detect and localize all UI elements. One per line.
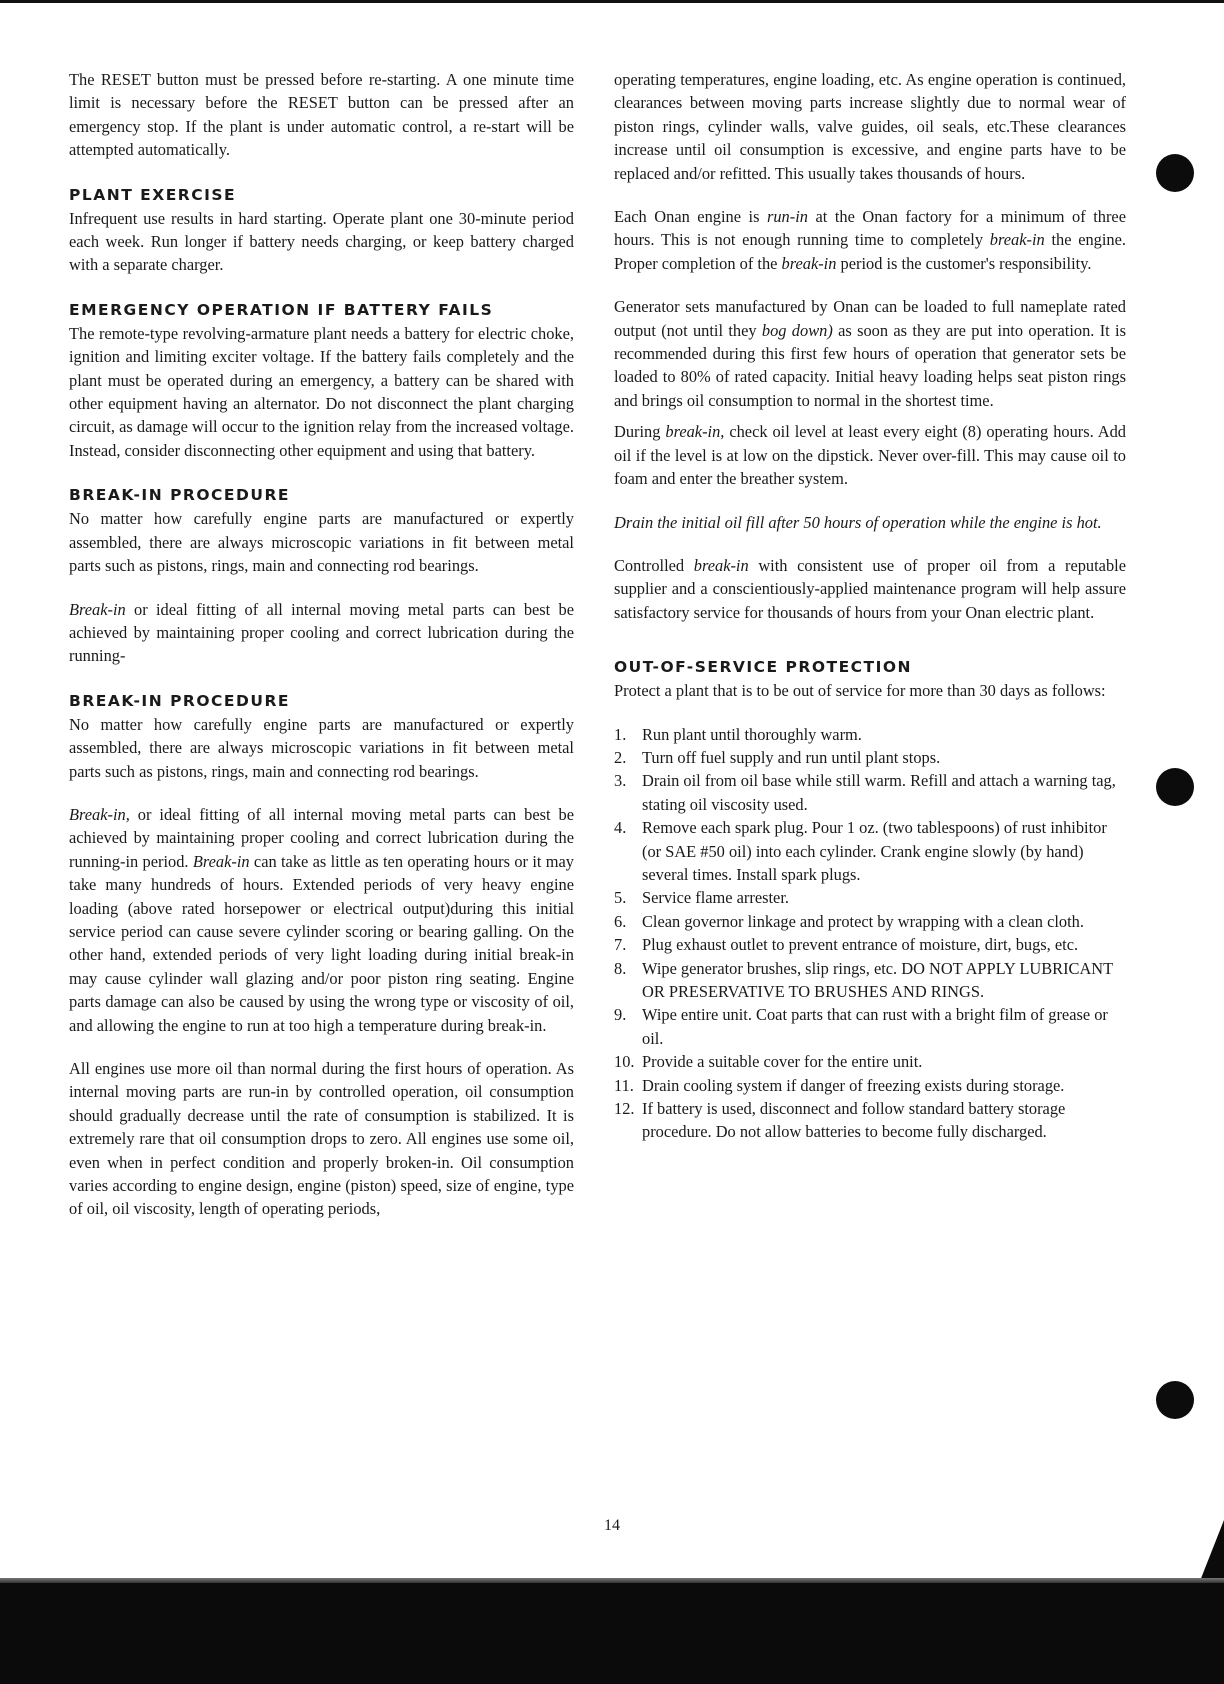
fitting-text: can take as little as ten operating hours or it may take many hundreds of hours. Extended periods of very heavy engine loading (above rated horsepower or electrical output)during this initial service period can cause severe cylinder scoring or bearing galling. On the other hand, extended periods of very light loading during initial break-in may cause cylinder wall glazing and/or poor piston ring seating. Engine parts damage can also be caused by using the wrong type or viscosity of oil, and allowing the engine to run at too high a temperature during break-in. bbox=[69, 851, 574, 1035]
run-in-term: run-in bbox=[766, 207, 808, 227]
step-number: 4. bbox=[614, 818, 627, 838]
step-number: 6. bbox=[614, 911, 627, 931]
step-text: Provide a suitable cover for the entire unit. bbox=[642, 1052, 923, 1072]
break-in-heading-2: BREAK-IN PROCEDURE bbox=[69, 691, 290, 710]
scan-corner-shadow bbox=[1198, 1520, 1224, 1586]
continued-paragraph: operating temperatures, engine loading, etc. As engine operation is continued, clearances between moving parts increase slightly due to normal wear of piston rings, cylinder walls, valve guides, oil seals, etc.These clearances increase until oil consumption is excessive, and engine parts have to be replaced and/or refitted. This usually takes thousands of hours. bbox=[614, 70, 1126, 183]
step-number: 12. bbox=[614, 1099, 635, 1119]
storage-steps-list bbox=[614, 723, 1126, 1144]
step-text: Run plant until thoroughly warm. bbox=[642, 724, 862, 744]
text-run: with consistent use of proper oil from a reputable supplier and a conscientiously-applied maintenance program will help assure satisfactory service for thousands of hours from your Onan electric plant. bbox=[614, 555, 1126, 622]
break-in-term: break-in, bbox=[665, 422, 725, 442]
text-run: at the Onan factory for a minimum of three hours. This is not enough running time to completely bbox=[614, 207, 1126, 250]
list-item bbox=[614, 1003, 1126, 1050]
text-run: During bbox=[614, 422, 666, 442]
step-number: 3. bbox=[614, 771, 627, 791]
onan-run-in-paragraph bbox=[614, 205, 1126, 275]
break-in-term: Break-in, bbox=[69, 804, 130, 824]
controlled-break-in-paragraph bbox=[614, 554, 1126, 624]
text-run: Each Onan engine is bbox=[614, 207, 767, 227]
left-column bbox=[69, 68, 574, 1221]
list-item bbox=[614, 957, 1126, 1004]
list-item bbox=[614, 1074, 1126, 1097]
list-item bbox=[614, 1097, 1126, 1144]
step-text: Drain oil from oil base while still warm. Refill and attach a warning tag, stating oil viscosity used. bbox=[642, 771, 1116, 814]
text-run: Generator sets manufactured by Onan can be loaded to full nameplate rated output (not until they bbox=[614, 297, 1126, 340]
oil-consumption-paragraph: All engines use more oil than normal during the first hours of operation. As internal moving parts are run-in by controlled operation, oil consumption should gradually decrease until the rate of consumption is stabilized. It is extremely rare that oil consumption drops to zero. All engines use some oil, even when in perfect condition and properly broken-in. Oil consumption varies according to engine design, engine (piston) speed, size of engine, type of oil, oil viscosity, length of operating periods, bbox=[69, 1059, 574, 1219]
list-item bbox=[614, 1050, 1126, 1073]
fitting-text: or ideal fitting of all internal moving metal parts can best be achieved by maintaining proper cooling and correct lubrication during the running- bbox=[69, 599, 574, 666]
out-of-service-intro: Protect a plant that is to be out of service for more than 30 days as follows: bbox=[614, 681, 1106, 701]
list-item bbox=[614, 933, 1126, 956]
text-run: period is the customer's responsibility. bbox=[836, 253, 1092, 273]
generator-loading-paragraph bbox=[614, 295, 1126, 412]
scan-top-edge bbox=[0, 0, 1224, 3]
step-text: Turn off fuel supply and run until plant stops. bbox=[642, 747, 941, 767]
page-number: 14 bbox=[604, 1517, 620, 1534]
text-run: the engine. Proper completion of the bbox=[614, 230, 1126, 273]
right-column bbox=[614, 68, 1126, 1144]
step-number: 7. bbox=[614, 935, 627, 955]
step-text: Wipe generator brushes, slip rings, etc. DO NOT APPLY LUBRICANT OR PRESERVATIVE TO BRUSHES AND RINGS. bbox=[642, 958, 1113, 1001]
list-item bbox=[614, 723, 1126, 746]
step-number: 10. bbox=[614, 1052, 635, 1072]
text-run: as soon as they are put into operation. It is recommended during this first few hours of operation that generator sets be loaded to 80% of rated capacity. Initial heavy loading helps seat piston rings and brings oil consumption to normal in the shortest time. bbox=[614, 320, 1126, 410]
step-text: Wipe entire unit. Coat parts that can rust with a bright film of grease or oil. bbox=[642, 1005, 1108, 1048]
text-run: check oil level at least every eight (8) operating hours. Add oil if the level is at low on the dipstick. Never over-fill. This may cause oil to foam and enter the breather system. bbox=[614, 422, 1126, 489]
break-in-term: Break-in bbox=[69, 599, 126, 619]
plant-exercise-paragraph: Infrequent use results in hard starting. Operate plant one 30-minute period each week. Run longer if battery needs charging, or keep battery charged with a separate charger. bbox=[69, 208, 574, 275]
list-item bbox=[614, 746, 1126, 769]
break-in-fitting-paragraph-1 bbox=[69, 598, 574, 668]
punch-hole-top bbox=[1156, 154, 1194, 192]
step-number: 1. bbox=[614, 724, 627, 744]
step-text: Service flame arrester. bbox=[642, 888, 789, 908]
text-run: Controlled bbox=[614, 555, 694, 575]
step-text: Drain cooling system if danger of freezing exists during storage. bbox=[642, 1075, 1065, 1095]
break-in-term: break-in bbox=[989, 230, 1045, 250]
step-text: If battery is used, disconnect and follow standard battery storage procedure. Do not allow batteries to become fully discharged. bbox=[642, 1099, 1066, 1142]
punch-hole-middle bbox=[1156, 768, 1194, 806]
step-number: 5. bbox=[614, 888, 627, 908]
scan-bottom-band bbox=[0, 1583, 1224, 1684]
emergency-operation-paragraph: The remote-type revolving-armature plant needs a battery for electric choke, ignition and limiting exciter voltage. If the battery fails completely and the plant must be operated during an emergency, a battery can be shared with other equipment having an alternator. Do not disconnect the plant charging circuit, as damage will occur to the ignition relay from the increased voltage. Instead, consider disconnecting other equipment and using that battery. bbox=[69, 323, 574, 460]
step-number: 9. bbox=[614, 1005, 627, 1025]
fitting-text: or ideal fitting of all internal moving metal parts can best be achieved by maintaining proper cooling and correct lubrication during the running-in period. bbox=[69, 804, 574, 871]
break-in-fitting-paragraph-2 bbox=[69, 803, 574, 1037]
step-text: Clean governor linkage and protect by wrapping with a clean cloth. bbox=[642, 911, 1084, 931]
bog-down-term: bog down) bbox=[761, 320, 833, 340]
break-in-term: break-in bbox=[693, 555, 749, 575]
step-number: 8. bbox=[614, 958, 627, 978]
list-item bbox=[614, 769, 1126, 816]
list-item bbox=[614, 910, 1126, 933]
break-in-intro-paragraph-2: No matter how carefully engine parts are manufactured or expertly assembled, there are always microscopic variations in fit between metal parts such as pistons, rings, main and connecting rod bearings. bbox=[69, 714, 574, 781]
out-of-service-heading: OUT-OF-SERVICE PROTECTION bbox=[614, 658, 913, 677]
plant-exercise-heading: PLANT EXERCISE bbox=[69, 185, 237, 204]
oil-check-paragraph bbox=[614, 420, 1126, 490]
step-text: Remove each spark plug. Pour 1 oz. (two tablespoons) of rust inhibitor (or SAE #50 oil) into each cylinder. Crank engine slowly (by hand) several times. Install spark plugs. bbox=[642, 818, 1107, 884]
reset-paragraph: The RESET button must be pressed before re-starting. A one minute time limit is necessary before the RESET button can be pressed after an emergency stop. If the plant is under automatic control, a re-start will be attempted automatically. bbox=[69, 70, 574, 160]
break-in-intro-paragraph-1: No matter how carefully engine parts are manufactured or expertly assembled, there are always microscopic variations in fit between metal parts such as pistons, rings, main and connecting rod bearings. bbox=[69, 509, 574, 576]
step-number: 11. bbox=[614, 1075, 634, 1095]
break-in-heading-1: BREAK-IN PROCEDURE bbox=[69, 486, 290, 505]
emergency-operation-heading: EMERGENCY OPERATION IF BATTERY FAILS bbox=[69, 300, 494, 319]
drain-oil-note: Drain the initial oil fill after 50 hours of operation while the engine is hot. bbox=[614, 512, 1102, 532]
break-in-term: break-in bbox=[781, 253, 837, 273]
step-number: 2. bbox=[614, 747, 627, 767]
break-in-term: Break-in bbox=[192, 851, 250, 871]
step-text: Plug exhaust outlet to prevent entrance of moisture, dirt, bugs, etc. bbox=[642, 935, 1079, 955]
list-item bbox=[614, 816, 1126, 886]
punch-hole-bottom bbox=[1156, 1381, 1194, 1419]
list-item bbox=[614, 886, 1126, 909]
